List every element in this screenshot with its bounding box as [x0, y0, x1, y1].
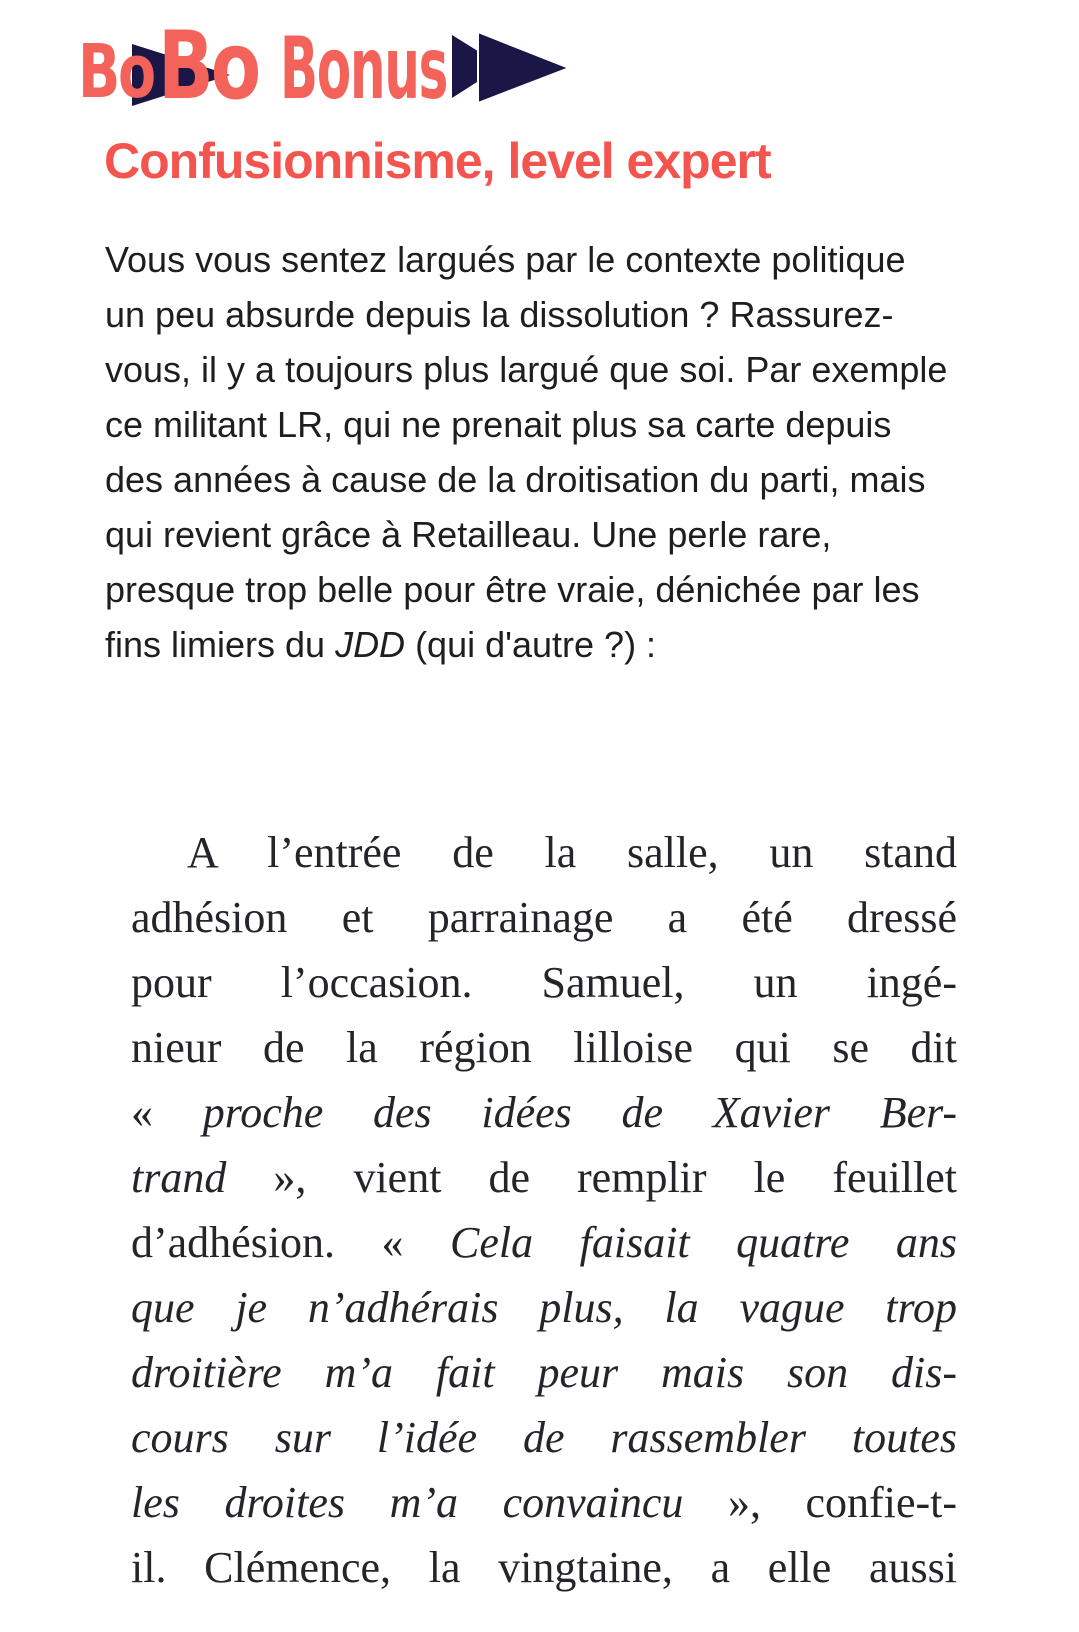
italic-text: JDD — [335, 624, 406, 665]
regular-text: adhésion et parrainage a été dressé — [131, 893, 957, 942]
quote-line — [131, 885, 957, 950]
regular-text: Vous vous sentez largués par le contexte politique un peu absurde depuis la dissolution ? Rassurez-vous, il y a toujours plus largué que soi. Par exemple ce militant LR, qui ne prenait plus sa carte depuis des années à cause de la droitisation du parti, mais qui revient grâce à Retailleau. Une perle rare, presque trop belle pour être vraie, dénichée par les fins limiers du — [105, 239, 948, 665]
quote-line — [131, 1210, 957, 1275]
italic-text: que je n’adhérais plus, la vague trop — [131, 1283, 957, 1332]
quote-line — [131, 1535, 957, 1600]
regular-text: », vient de remplir le feuillet — [226, 1153, 957, 1202]
italic-text: les droites m’a convaincu — [131, 1478, 684, 1527]
quote-line — [131, 1275, 957, 1340]
regular-text: A l’entrée de la salle, un stand — [187, 828, 957, 877]
quote-line — [131, 1080, 957, 1145]
quote-line — [131, 820, 957, 885]
double-right-arrow-icon — [452, 32, 570, 104]
regular-text: », confie-t- — [683, 1478, 957, 1527]
italic-text: cours sur l’idée de rassembler toutes — [131, 1413, 957, 1462]
quote-line — [131, 1405, 957, 1470]
italic-text: Cela faisait quatre ans — [450, 1218, 957, 1267]
quote-line — [131, 1145, 957, 1210]
quote-line — [131, 1340, 957, 1405]
regular-text: d’adhésion. « — [131, 1218, 451, 1267]
italic-text: trand — [131, 1153, 227, 1202]
intro-paragraph — [105, 232, 955, 672]
regular-text: pour l’occasion. Samuel, un ingé- — [131, 958, 957, 1007]
regular-text: (qui d'autre ?) : — [405, 624, 657, 665]
article-title: Confusionnisme, level expert — [104, 133, 771, 189]
quote-line — [131, 950, 957, 1015]
regular-text: nieur de la région lilloise qui se dit — [131, 1023, 957, 1072]
jdd-quote-block — [131, 820, 957, 1600]
regular-text: il. Clémence, la vingtaine, a elle aussi — [131, 1543, 957, 1592]
quote-line — [131, 1015, 957, 1080]
italic-text: droitière m’a fait peur mais son dis- — [131, 1348, 957, 1397]
bobo-bonus-logo — [72, 12, 592, 121]
logo-text-bo-small: Bo — [78, 29, 154, 115]
logo-text-bonus: Bonus — [280, 19, 448, 119]
regular-text: « — [131, 1088, 203, 1137]
italic-text: proche des idées de Xavier Ber- — [202, 1088, 957, 1137]
logo-text-bo-large: Bo — [158, 12, 259, 121]
quote-line — [131, 1470, 957, 1535]
